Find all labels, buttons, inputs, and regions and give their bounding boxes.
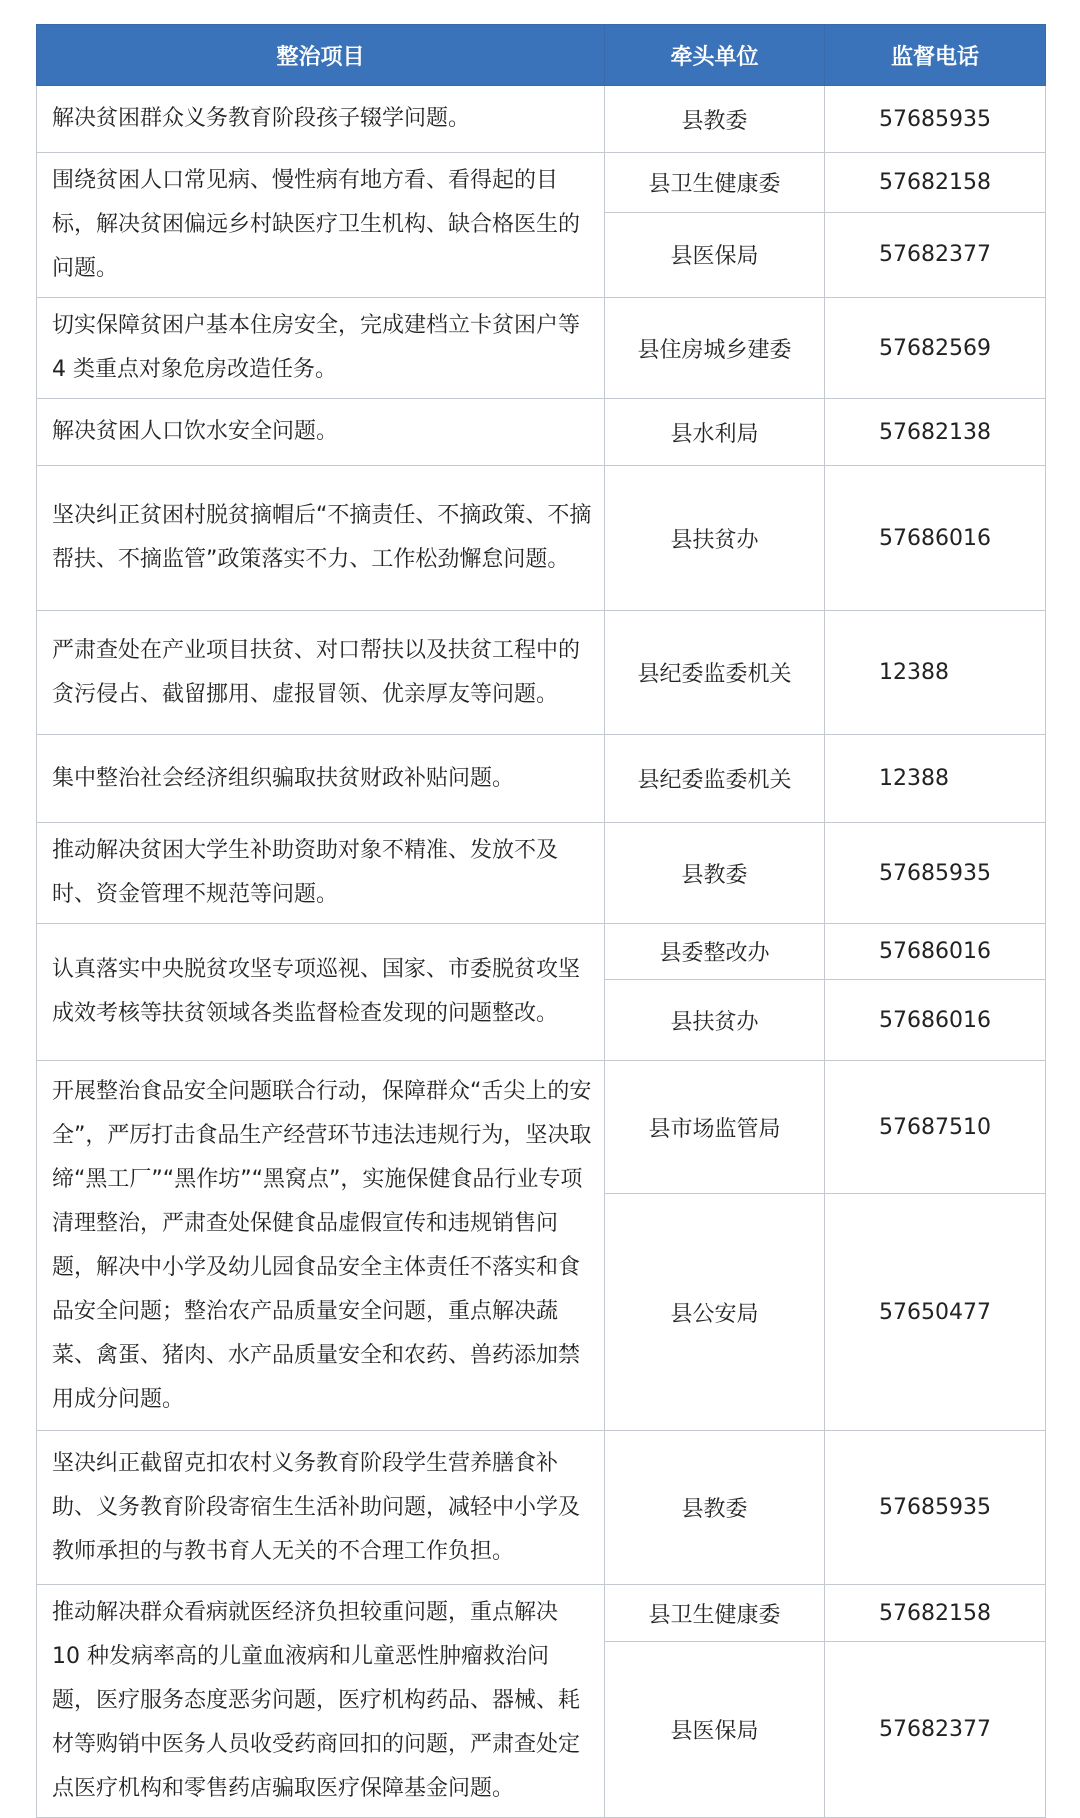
row-item-text: 围绕贫困人口常见病、慢性病有地方看、看得起的目标，解决贫困偏远乡村缺医疗卫生机构、缺合格医生的问题。: [37, 153, 605, 298]
table-row: [37, 735, 1046, 823]
row-phone: 57686016: [825, 466, 1046, 611]
row-phone: 57685935: [825, 1431, 1046, 1585]
row-item-text: 解决贫困群众义务教育阶段孩子辍学问题。: [37, 86, 605, 153]
table-row: [37, 823, 1046, 924]
row-phone: 57686016: [825, 980, 1046, 1061]
row-phone: 57687510: [825, 1061, 1046, 1194]
table-row: [37, 466, 1046, 611]
row-item-text: 切实保障贫困户基本住房安全，完成建档立卡贫困户等 4 类重点对象危房改造任务。: [37, 298, 605, 399]
supervision-table: [36, 24, 1046, 1818]
row-phone: 57650477: [825, 1194, 1046, 1431]
row-unit: 县委整改办: [605, 924, 825, 980]
row-unit: 县医保局: [605, 212, 825, 297]
row-unit: 县纪委监委机关: [605, 611, 825, 735]
row-unit: 县教委: [605, 1431, 825, 1585]
table-row: [37, 1061, 1046, 1194]
header-phone: 监督电话: [825, 25, 1046, 86]
row-unit: 县教委: [605, 823, 825, 924]
row-item-text: 坚决纠正贫困村脱贫摘帽后“不摘责任、不摘政策、不摘帮扶、不摘监管”政策落实不力、工作松劲懈怠问题。: [37, 466, 605, 611]
header-unit: 牵头单位: [605, 25, 825, 86]
table-row: [37, 86, 1046, 153]
row-phone: 57682158: [825, 1585, 1046, 1642]
row-item-text: 严肃查处在产业项目扶贫、对口帮扶以及扶贫工程中的贪污侵占、截留挪用、虚报冒领、优亲厚友等问题。: [37, 611, 605, 735]
row-unit: 县卫生健康委: [605, 1585, 825, 1642]
row-phone: 57682138: [825, 399, 1046, 466]
row-item-text: 推动解决贫困大学生补助资助对象不精准、发放不及时、资金管理不规范等问题。: [37, 823, 605, 924]
row-unit: 县医保局: [605, 1642, 825, 1818]
row-item-text: 坚决纠正截留克扣农村义务教育阶段学生营养膳食补助、义务教育阶段寄宿生生活补助问题，减轻中小学及教师承担的与教书育人无关的不合理工作负担。: [37, 1431, 605, 1585]
row-phone: 12388: [825, 735, 1046, 823]
supervision-table-container: [36, 24, 1045, 1818]
row-phone: 57682377: [825, 212, 1046, 297]
row-item-text: 开展整治食品安全问题联合行动，保障群众“舌尖上的安全”，严厉打击食品生产经营环节违法违规行为，坚决取缔“黑工厂”“黑作坊”“黑窝点”，实施保健食品行业专项清理整治，严肃查处保健食品虚假宣传和违规销售问题，解决中小学及幼儿园食品安全主体责任不落实和食品安全问题；整治农产品质量安全问题，重点解决蔬菜、禽蛋、猪肉、水产品质量安全和农药、兽药添加禁用成分问题。: [37, 1061, 605, 1431]
table-row: [37, 611, 1046, 735]
row-unit: 县教委: [605, 86, 825, 153]
row-phone: 57682158: [825, 153, 1046, 213]
row-unit: 县水利局: [605, 399, 825, 466]
row-phone: 57682569: [825, 298, 1046, 399]
table-row: [37, 153, 1046, 213]
row-phone: 57685935: [825, 86, 1046, 153]
row-unit: 县住房城乡建委: [605, 298, 825, 399]
row-unit: 县扶贫办: [605, 980, 825, 1061]
table-row: [37, 1431, 1046, 1585]
row-unit: 县公安局: [605, 1194, 825, 1431]
table-row: [37, 924, 1046, 980]
header-item: 整治项目: [37, 25, 605, 86]
row-item-text: 解决贫困人口饮水安全问题。: [37, 399, 605, 466]
table-row: [37, 1585, 1046, 1642]
row-unit: 县扶贫办: [605, 466, 825, 611]
row-unit: 县纪委监委机关: [605, 735, 825, 823]
table-row: [37, 399, 1046, 466]
row-phone: 57685935: [825, 823, 1046, 924]
row-phone: 57686016: [825, 924, 1046, 980]
row-unit: 县市场监管局: [605, 1061, 825, 1194]
row-item-text: 认真落实中央脱贫攻坚专项巡视、国家、市委脱贫攻坚成效考核等扶贫领域各类监督检查发现的问题整改。: [37, 924, 605, 1061]
row-item-text: 推动解决群众看病就医经济负担较重问题，重点解决 10 种发病率高的儿童血液病和儿童恶性肿瘤救治问题，医疗服务态度恶劣问题，医疗机构药品、器械、耗材等购销中医务人员收受药商回扣的问题，严肃查处定点医疗机构和零售药店骗取医疗保障基金问题。: [37, 1585, 605, 1818]
row-phone: 12388: [825, 611, 1046, 735]
table-row: [37, 298, 1046, 399]
row-item-text: 集中整治社会经济组织骗取扶贫财政补贴问题。: [37, 735, 605, 823]
row-unit: 县卫生健康委: [605, 153, 825, 213]
row-phone: 57682377: [825, 1642, 1046, 1818]
table-header-row: [37, 25, 1046, 86]
